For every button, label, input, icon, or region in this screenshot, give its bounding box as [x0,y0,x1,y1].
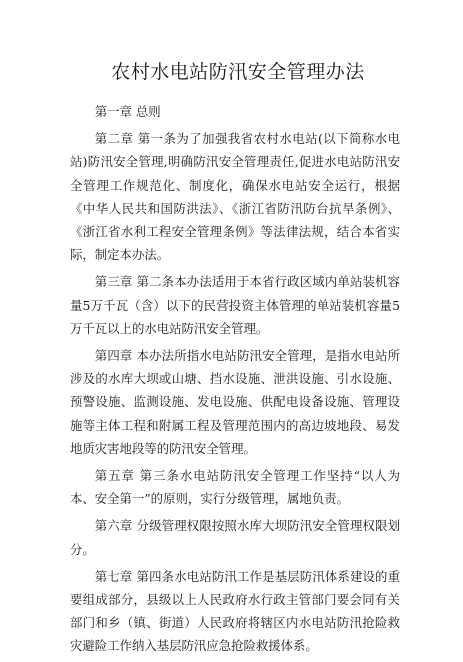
paragraph-chapter-5: 第五章 第三条水电站防汛安全管理工作坚持“以人为本、安全第一”的原则，实行分级管理，属地负责。 [70,468,400,507]
document-title: 农村水电站防汛安全管理办法 [111,61,365,83]
paragraph-chapter-6: 第六章 分级管理权限按照水库大坝防汛安全管理权限划分。 [70,518,400,557]
document-page [70,58,400,662]
paragraph-chapter-4: 第四章 本办法所指水电站防汛安全管理，是指水电站所涉及的水库大坝或山塘、挡水设施、泄洪设施、引水设施、预警设施、监测设施、发电设施、供配电设备设施、管理设施等主体工程和附属工程及管理范围内的高边坡地段、易发地质灾害地段等的防汛安全管理。 [70,348,400,456]
paragraph-chapter-2: 第二章 第一条为了加强我省农村水电站(以下简称水电站)防汛安全管理,明确防汛安全管理责任,促进水电站防汛安全管理工作规范化、制度化，确保水电站安全运行，根据《中华人民共和国防洪法》、《浙江省防汛防台抗旱条例》、《浙江省水利工程安全管理条例》等法律法规，结合本省实际，制定本办法。 [70,131,400,263]
paragraph-chapter-7: 第七章 第四条水电站防汛工作是基层防汛体系建设的重要组成部分，县级以上人民政府水行政主管部门要会同有关部门和乡（镇、街道）人民政府将辖区内水电站防汛抢险救灾避险工作纳入基层防汛应急抢险救援体系。 [70,568,400,654]
paragraph-chapter-3: 第三章 第二条本办法适用于本省行政区域内单站装机容量5万千瓦（含）以下的民营投资主体管理的单站装机容量5万千瓦以上的水电站防汛安全管理。 [70,274,400,336]
paragraph-chapter-1: 第一章 总则 [94,104,161,119]
